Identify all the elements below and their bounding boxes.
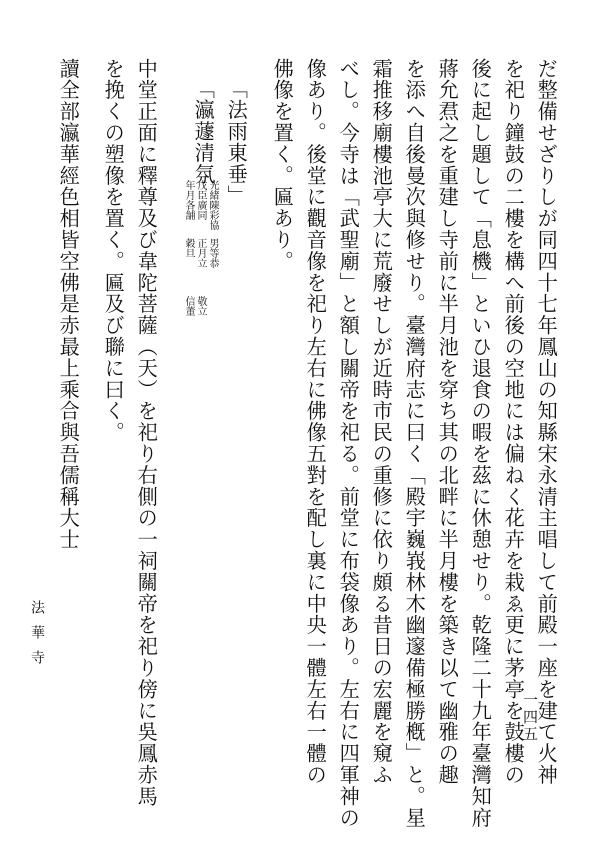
text-column-11: を挽くの塑像を置く。匾及び聯に曰く。 [101, 58, 126, 444]
running-title: 法華寺 [29, 600, 45, 675]
text-column-1: だ整備せざりしが同四十七年鳳山の知縣宋永清主唱して前殿一座を建て火神 [534, 58, 559, 786]
text-column-8: 像あり。後堂に觀音像を祀り左右に佛像五對を配し裏に中央一體左右一體の [303, 58, 328, 786]
text-column-5: を添へ自後曼次與修せり。臺灣府志に曰く「殿宇巍峩林木幽邃備極勝槪」と。星 [402, 58, 427, 829]
plaque-note-line-1: 光緒陳彩協 [207, 180, 218, 230]
plaque-note-line-7: 敬立 [195, 296, 206, 316]
text-column-9: 佛像を置く。匾あり。 [270, 58, 295, 272]
plaque-note-line-2: 戊臣廣同 [195, 180, 206, 220]
text-column-6: 霜推移廟樓池亭大に荒廢せしが近時市民の重修に依り頗る昔日の宏麗を窺ふ [369, 58, 394, 786]
plaque-note-line-6: 穀旦 [183, 238, 194, 258]
plaque-text [191, 78, 216, 185]
plaque-main-text: 「瀛蘧清氛 [191, 78, 216, 185]
plaque-note-line-5: 正月立 [195, 238, 206, 268]
text-column-3: 後に起し題して「息機」といひ退食の暇を茲に休憩せり。乾隆二十九年臺灣知府 [468, 58, 493, 829]
text-column-2: を祀り鐘鼓の二樓を構へ前後の空地には偏ねく花卉を栽ゑ更に茅亭を鼓樓の [501, 58, 526, 786]
plaque-note [183, 180, 217, 390]
plaque-note-line-8: 信董 [183, 296, 194, 316]
page-number: 一四五 [521, 692, 539, 743]
plaque-note-line-3: 年月各舗 [183, 180, 194, 220]
text-column-7: べし。今寺は「武聖廟」と額し關帝を祀る。前堂に布袋像あり。左右に四軍神の [336, 58, 361, 829]
plaque-heading: 「法雨東垂」 [224, 78, 249, 207]
text-column-4: 蔣允焄之を重建し寺前に半月池を穿ち其の北畔に半月樓を築き以て幽雅の趣 [435, 58, 460, 786]
plaque-note-line-4: 男等恭 [207, 238, 218, 268]
text-column-10: 中堂正面に釋尊及び韋陀菩薩（天）を祀り右側の一祠關帝を祀り傍に吳鳳赤馬 [134, 58, 159, 807]
couplet-line: 讀全部瀛華經色相皆空佛是赤最上乘合與吾儒稱大士 [56, 58, 81, 551]
